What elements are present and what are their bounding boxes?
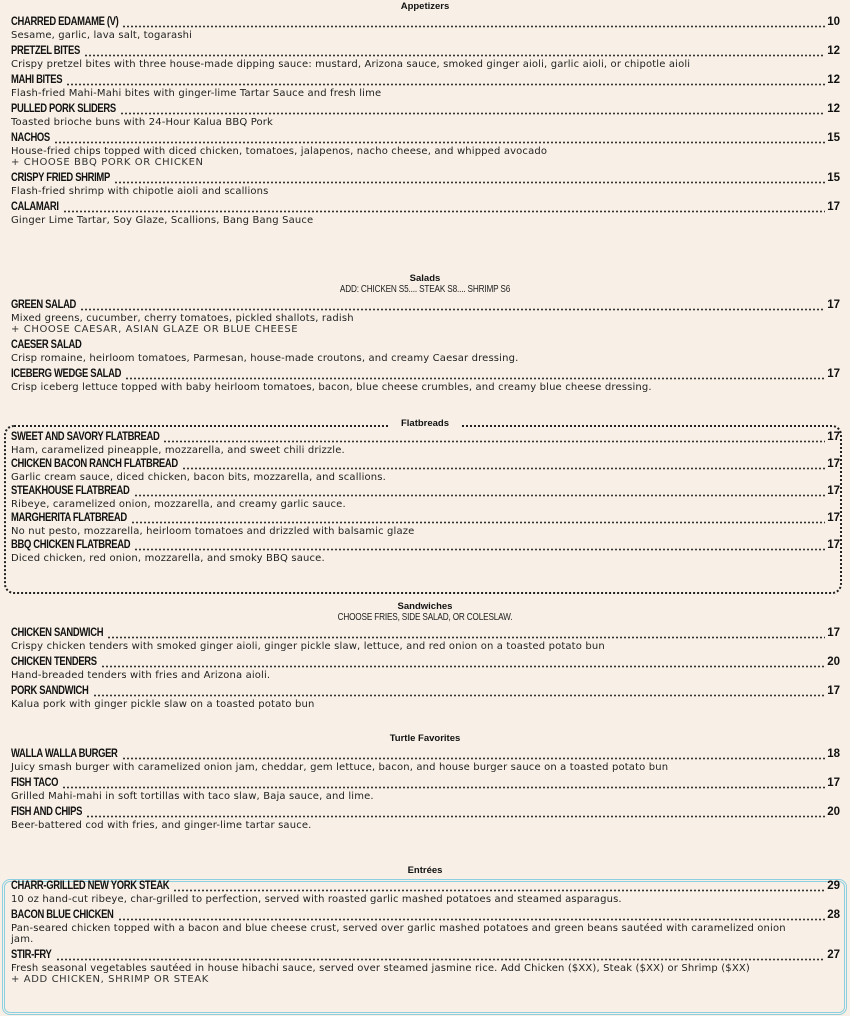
menu-item xyxy=(0,949,850,985)
dot-leader xyxy=(118,918,826,921)
menu-item-addon: + ADD CHICKEN, SHRIMP OR STEAK xyxy=(11,974,209,985)
menu-item-price: 12 xyxy=(827,74,840,86)
menu-item-addon: + CHOOSE BBQ PORK OR CHICKEN xyxy=(11,157,204,168)
menu-item-header xyxy=(11,339,840,353)
menu-section-flatbreads xyxy=(0,418,850,564)
menu-item-price: 28 xyxy=(827,909,840,921)
section-title: Appetizers xyxy=(400,1,450,12)
dot-leader xyxy=(101,665,826,668)
menu-item-header xyxy=(11,512,840,526)
menu-item-header xyxy=(11,777,840,791)
section-title: Sandwiches xyxy=(397,601,453,612)
dot-leader xyxy=(120,112,825,115)
menu-item-header xyxy=(11,45,840,59)
menu-item-name: PRETZEL BITES xyxy=(11,45,80,57)
menu-item-price: 20 xyxy=(827,656,840,668)
menu-item-description: House-fried chips topped with diced chicken, tomatoes, jalapenos, nacho cheese, and whipped avocado xyxy=(11,146,548,157)
menu-item-price: 15 xyxy=(827,132,840,144)
menu-item-price: 17 xyxy=(827,431,840,443)
menu-item-header xyxy=(11,74,840,88)
dot-leader xyxy=(131,521,825,524)
menu-item xyxy=(0,909,850,945)
menu-item-header xyxy=(11,485,840,499)
menu-item-name: CHICKEN TENDERS xyxy=(11,656,97,668)
menu-item-name: FISH TACO xyxy=(11,777,59,789)
menu-item xyxy=(0,103,850,128)
menu-item-header xyxy=(11,431,840,445)
menu-item-name: GREEN SALAD xyxy=(11,299,77,311)
menu-item-name: SWEET AND SAVORY FLATBREAD xyxy=(11,431,160,443)
dot-leader xyxy=(114,181,825,184)
menu-item xyxy=(0,748,850,773)
menu-section-salads xyxy=(0,273,850,393)
section-title: Entrées xyxy=(407,865,443,876)
menu-item-description: Garlic cream sauce, diced chicken, bacon bits, mozzarella, and scallions. xyxy=(11,472,386,483)
menu-item-header xyxy=(11,627,840,641)
menu-item xyxy=(0,627,850,652)
menu-item-header xyxy=(11,368,840,382)
menu-item-description: Toasted brioche buns with 24-Hour Kalua BBQ Pork xyxy=(11,117,273,128)
menu-item-description: Crispy pretzel bites with three house-made dipping sauce: mustard, Arizona sauce, smoked ginger aioli, garlic aioli, or chipotle aioli xyxy=(11,59,691,70)
dot-leader xyxy=(56,958,826,961)
dot-leader xyxy=(134,548,825,551)
menu-item-name: STIR-FRY xyxy=(11,949,52,961)
menu-item-description: Crispy chicken tenders with smoked ginger aioli, ginger pickle slaw, lettuce, and red onion on a toasted potato bun xyxy=(11,641,605,652)
menu-item-header xyxy=(11,909,840,923)
menu-item-name: CHICKEN BACON RANCH FLATBREAD xyxy=(11,458,178,470)
menu-item-name: MAHI BITES xyxy=(11,74,63,86)
menu-item-description: Ham, caramelized pineapple, mozzarella, and sweet chili drizzle. xyxy=(11,445,345,456)
menu-item-name: CALAMARI xyxy=(11,201,59,213)
menu-section-sandwiches xyxy=(0,601,850,710)
dot-leader xyxy=(125,377,825,380)
menu-item-price: 17 xyxy=(827,539,840,551)
menu-item xyxy=(0,512,850,537)
dot-leader xyxy=(122,757,826,760)
menu-item-name: PORK SANDWICH xyxy=(11,685,89,697)
menu-item-header xyxy=(11,299,840,313)
menu-item-description: Ginger Lime Tartar, Soy Glaze, Scallions, Bang Bang Sauce xyxy=(11,215,314,226)
menu-item-description: Ribeye, caramelized onion, mozzarella, and creamy garlic sauce. xyxy=(11,499,346,510)
dot-leader xyxy=(107,636,825,639)
menu-item-price: 10 xyxy=(827,16,840,28)
menu-item-price: 17 xyxy=(827,512,840,524)
dot-leader xyxy=(163,440,825,443)
dot-leader xyxy=(66,83,825,86)
menu-item-name: FISH AND CHIPS xyxy=(11,806,83,818)
section-subtitle: CHOOSE FRIES, SIDE SALAD, OR COLESLAW. xyxy=(337,612,513,623)
menu-item-addon: + CHOOSE CAESAR, ASIAN GLAZE OR BLUE CHEESE xyxy=(11,324,299,335)
menu-item-header xyxy=(11,806,840,820)
menu-item xyxy=(0,806,850,831)
menu-item xyxy=(0,132,850,168)
menu-item-description: Beer-battered cod with fries, and ginger-lime tartar sauce. xyxy=(11,820,312,831)
menu-item-name: CAESER SALAD xyxy=(11,339,82,351)
section-subtitle: ADD: CHICKEN S5.... STEAK S8.... SHRIMP S6 xyxy=(339,284,511,295)
menu-item-header xyxy=(11,748,840,762)
menu-item-price: 29 xyxy=(827,880,840,892)
menu-item xyxy=(0,539,850,564)
menu-item-name: CHICKEN SANDWICH xyxy=(11,627,104,639)
dot-leader xyxy=(122,25,825,28)
menu-item-header xyxy=(11,880,840,894)
menu-item-description: Pan-seared chicken topped with a bacon and blue cheese crust, served over garlic mashed potatoes and green beans sautéed with caramelized onion jam. xyxy=(11,923,786,945)
menu-item xyxy=(0,431,850,456)
menu-item-price: 17 xyxy=(827,627,840,639)
menu-item-name: WALLA WALLA BURGER xyxy=(11,748,118,760)
menu-item-header xyxy=(11,201,840,215)
menu-item-description: Hand-breaded tenders with fries and Arizona aioli. xyxy=(11,670,271,681)
dot-leader xyxy=(54,141,825,144)
dot-leader xyxy=(134,494,826,497)
menu-item-description: Juicy smash burger with caramelized onion jam, cheddar, gem lettuce, bacon, and house burger sauce on a toasted potato bun xyxy=(11,762,669,773)
menu-item-header xyxy=(11,172,840,186)
menu-item-name: CRISPY FRIED SHRIMP xyxy=(11,172,110,184)
menu-item xyxy=(0,299,850,335)
menu-item-description: Flash-fried shrimp with chipotle aioli and scallions xyxy=(11,186,269,197)
menu-item-name: MARGHERITA FLATBREAD xyxy=(11,512,127,524)
menu-item-price: 18 xyxy=(827,748,840,760)
dot-leader xyxy=(173,889,825,892)
section-title: Flatbreads xyxy=(390,418,460,429)
menu-item-price: 17 xyxy=(827,777,840,789)
menu-item-description: Sesame, garlic, lava salt, togarashi xyxy=(11,30,193,41)
menu-section-turtle-favorites xyxy=(0,733,850,831)
menu-item-description: Flash-fried Mahi-Mahi bites with ginger-lime Tartar Sauce and fresh lime xyxy=(11,88,382,99)
menu-item-header xyxy=(11,685,840,699)
menu-item xyxy=(0,485,850,510)
menu-item-header xyxy=(11,103,840,117)
section-title: Turtle Favorites xyxy=(389,733,461,744)
menu-item-name: ICEBERG WEDGE SALAD xyxy=(11,368,122,380)
menu-item xyxy=(0,458,850,483)
menu-item-header xyxy=(11,458,840,472)
menu-item xyxy=(0,685,850,710)
menu-item-description: Diced chicken, red onion, mozzarella, and smoky BBQ sauce. xyxy=(11,553,325,564)
menu-item-price: 17 xyxy=(827,458,840,470)
dot-leader xyxy=(182,467,825,470)
menu-section-entr-es xyxy=(0,865,850,985)
menu-item-description: Fresh seasonal vegetables sautéed in house hibachi sauce, served over steamed jasmine rice. Add Chicken ($XX), Steak ($XX) or Shrimp ($XX) xyxy=(11,963,750,974)
dot-leader xyxy=(62,786,825,789)
menu-section-appetizers xyxy=(0,1,850,226)
menu-item-name: PULLED PORK SLIDERS xyxy=(11,103,116,115)
menu-item-description: No nut pesto, mozzarella, heirloom tomatoes and drizzled with balsamic glaze xyxy=(11,526,415,537)
menu-item-name: STEAKHOUSE FLATBREAD xyxy=(11,485,130,497)
menu-item xyxy=(0,368,850,393)
menu-item-price: 17 xyxy=(827,685,840,697)
menu-item xyxy=(0,172,850,197)
menu-item-price: 15 xyxy=(827,172,840,184)
menu-item-header xyxy=(11,539,840,553)
menu-item-header xyxy=(11,949,840,963)
menu-item-description: Kalua pork with ginger pickle slaw on a toasted potato bun xyxy=(11,699,315,710)
menu-item-price: 12 xyxy=(827,103,840,115)
dot-leader xyxy=(86,815,825,818)
dot-leader xyxy=(93,694,826,697)
menu-item-description: Mixed greens, cucumber, cherry tomatoes, pickled shallots, radish xyxy=(11,313,354,324)
menu-item xyxy=(0,880,850,905)
menu-item-description: 10 oz hand-cut ribeye, char-grilled to perfection, served with roasted garlic mashed potatoes and steamed asparagus. xyxy=(11,894,622,905)
menu-item-name: CHARRED EDAMAME (V) xyxy=(11,16,119,28)
menu-item xyxy=(0,777,850,802)
menu-item xyxy=(0,74,850,99)
section-title: Salads xyxy=(409,273,441,284)
menu-item-name: CHARR-GRILLED NEW YORK STEAK xyxy=(11,880,170,892)
menu-item xyxy=(0,45,850,70)
menu-item xyxy=(0,201,850,226)
menu-item-description: Crisp romaine, heirloom tomatoes, Parmesan, house-made croutons, and creamy Caesar dressing. xyxy=(11,353,519,364)
menu-item-price: 17 xyxy=(827,201,840,213)
menu-item-price: 27 xyxy=(827,949,840,961)
menu-item-header xyxy=(11,656,840,670)
menu-item xyxy=(0,656,850,681)
menu-item xyxy=(0,16,850,41)
menu-item-name: BACON BLUE CHICKEN xyxy=(11,909,114,921)
menu-item-price: 12 xyxy=(827,45,840,57)
menu-item-header xyxy=(11,16,840,30)
menu-item-price: 17 xyxy=(827,485,840,497)
menu-item-description: Grilled Mahi-mahi in soft tortillas with taco slaw, Baja sauce, and lime. xyxy=(11,791,374,802)
dot-leader xyxy=(63,210,826,213)
menu-item-price: 17 xyxy=(827,368,840,380)
menu-item-description: Crisp iceberg lettuce topped with baby heirloom tomatoes, bacon, blue cheese crumbles, and creamy blue cheese dressing. xyxy=(11,382,652,393)
menu-item-header xyxy=(11,132,840,146)
menu-item-price: 17 xyxy=(827,299,840,311)
menu-item-name: BBQ CHICKEN FLATBREAD xyxy=(11,539,131,551)
menu-item xyxy=(0,339,850,364)
dot-leader xyxy=(80,308,825,311)
menu-item-price: 20 xyxy=(827,806,840,818)
dot-leader xyxy=(84,54,825,57)
menu-item-name: NACHOS xyxy=(11,132,50,144)
